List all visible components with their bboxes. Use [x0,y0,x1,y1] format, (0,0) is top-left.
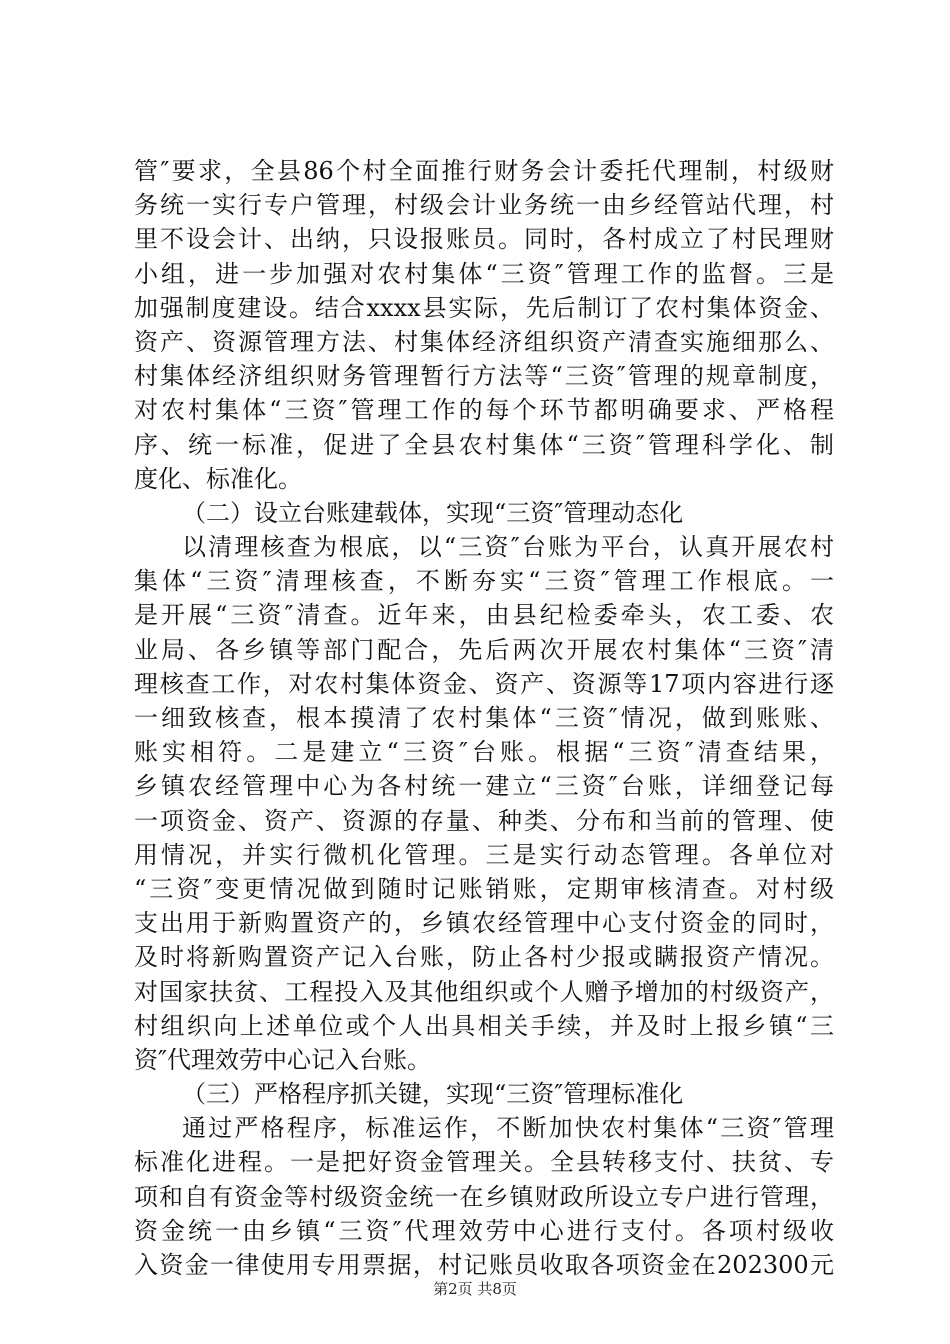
body-line: 对农村集体“三资″管理工作的每个环节都明确要求、严格程 [134,396,834,425]
body-line: 资″代理效劳中心记入台账。 [134,1045,431,1074]
section-heading: （三）严格程序抓关键，实现“三资″管理标准化 [182,1080,684,1109]
body-line: 对国家扶贫、工程投入及其他组织或个人赠予增加的村级资产， [134,977,834,1006]
body-line: 乡镇农经管理中心为各村统一建立“三资″台账，详细登记每 [134,772,834,801]
body-line: 务统一实行专户管理，村级会计业务统一由乡经管站代理，村 [134,191,834,220]
page-number: 第2页 共8页 [433,1280,517,1298]
body-line: “三资″变更情况做到随时记账销账，定期审核清查。对村级 [134,874,834,903]
body-line: 加强制度建设。结合xxxx县实际，先后制订了农村集体资金、 [134,293,834,322]
body-line: 用情况，并实行微机化管理。三是实行动态管理。各单位对 [134,840,834,869]
body-line: 村集体经济组织财务管理暂行方法等“三资″管理的规章制度， [134,362,834,391]
document-body [134,154,834,1282]
body-line: 及时将新购置资产记入台账，防止各村少报或瞒报资产情况。 [134,943,834,972]
body-line: 度化、标准化。 [134,464,302,493]
body-line: 里不设会计、出纳，只设报账员。同时，各村成立了村民理财 [134,225,834,254]
body-line: 以清理核查为根底，以“三资″台账为平台，认真开展农村 [182,533,834,562]
body-line: 一项资金、资产、资源的存量、种类、分布和当前的管理、使 [134,806,834,835]
body-line: 集体“三资″清理核查，不断夯实“三资″管理工作根底。一 [134,567,834,596]
body-line: 业局、各乡镇等部门配合，先后两次开展农村集体“三资″清 [134,635,834,664]
body-line: 标准化进程。一是把好资金管理关。全县转移支付、扶贫、专 [134,1148,834,1177]
body-line: 一细致核查，根本摸清了农村集体“三资″情况，做到账账、 [134,704,834,732]
body-line: 序、统一标准，促进了全县农村集体“三资″管理科学化、制 [134,430,834,459]
body-line: 账实相符。二是建立“三资″台账。根据“三资″清查结果， [134,738,834,767]
body-line: 支出用于新购置资产的，乡镇农经管理中心支付资金的同时， [134,909,834,938]
body-line: 资金统一由乡镇“三资″代理效劳中心进行支付。各项村级收 [134,1216,834,1245]
body-line: 理核查工作，对农村集体资金、资产、资源等17项内容进行逐 [134,669,834,698]
page-footer [0,1278,950,1299]
body-line: 项和自有资金等村级资金统一在乡镇财政所设立专户进行管理， [134,1182,834,1211]
body-line: 是开展“三资″清查。近年来，由县纪检委牵头，农工委、农 [134,601,834,630]
body-line: 管″要求，全县86个村全面推行财务会计委托代理制，村级财 [134,157,834,185]
body-line: 入资金一律使用专用票据，村记账员收取各项资金在202300元 [134,1251,834,1279]
body-line: 村组织向上述单位或个人出具相关手续，并及时上报乡镇“三 [134,1011,834,1040]
body-line: 通过严格程序，标准运作，不断加快农村集体“三资″管理 [182,1114,834,1143]
body-line: 小组，进一步加强对农村集体“三资″管理工作的监督。三是 [134,259,834,288]
body-line: 资产、资源管理方法、村集体经济组织资产清查实施细那么、 [134,327,834,356]
section-heading: （二）设立台账建载体，实现“三资″管理动态化 [182,498,684,527]
